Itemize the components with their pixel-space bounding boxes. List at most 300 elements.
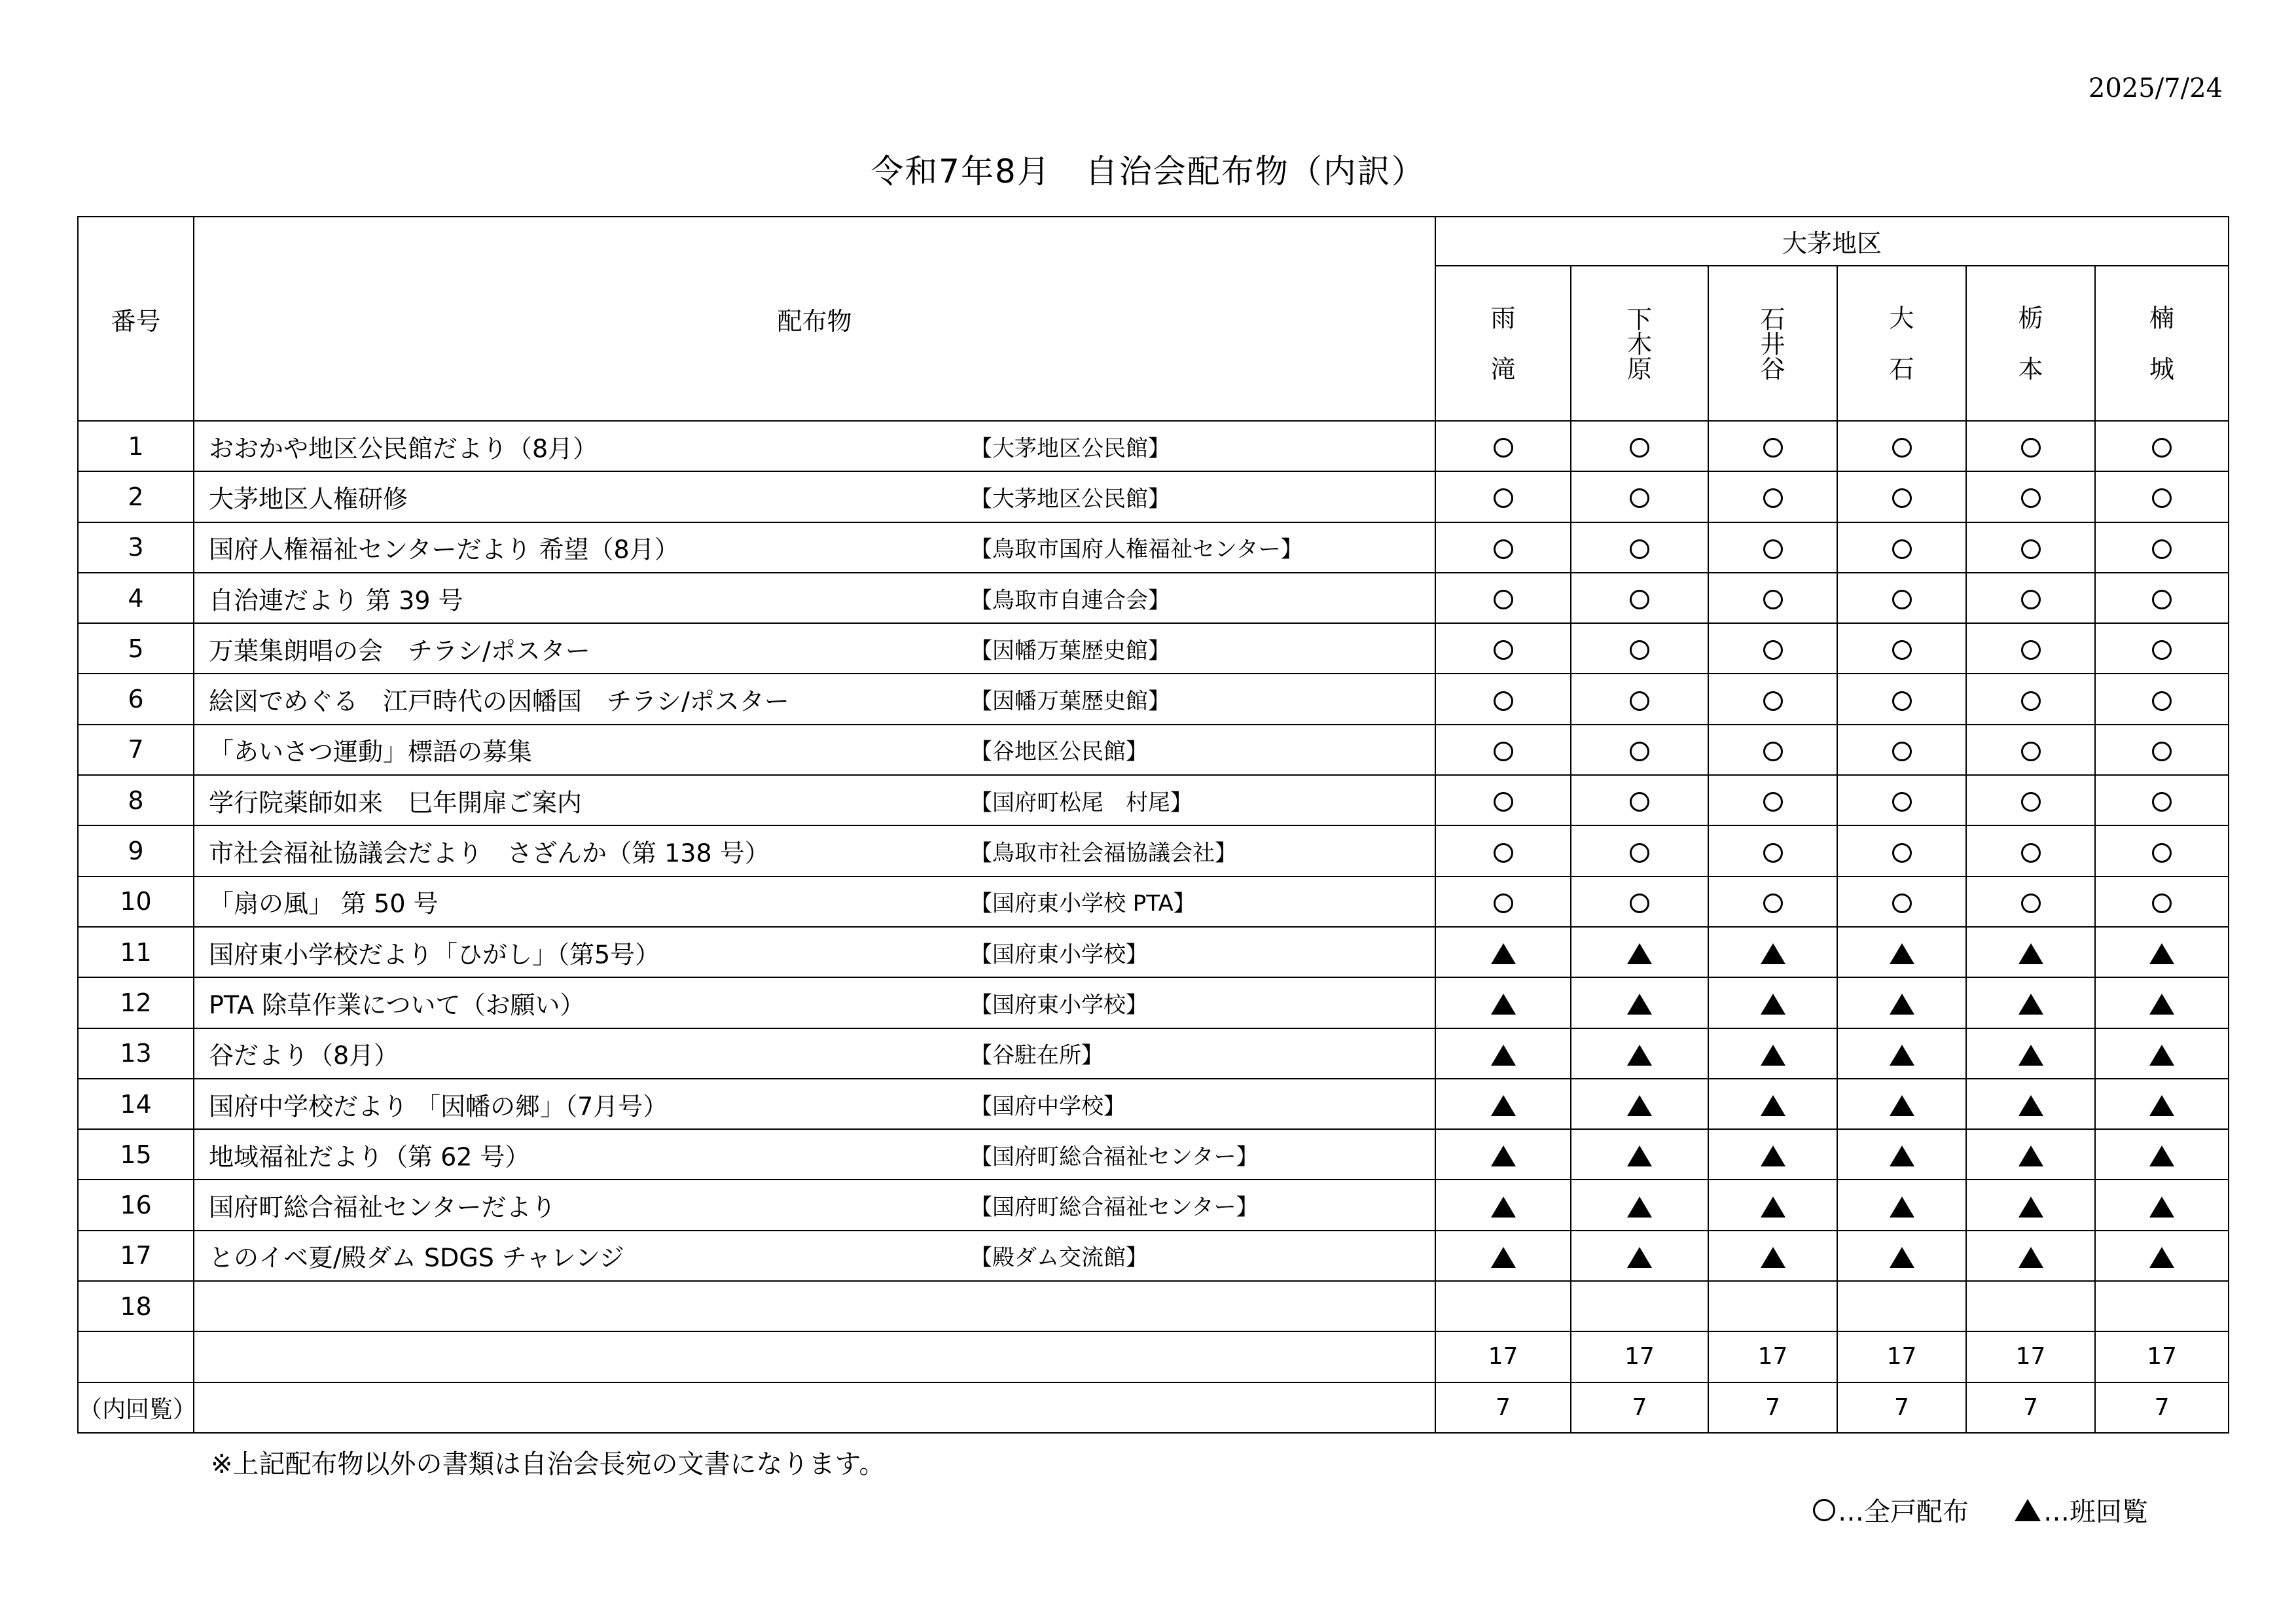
distribution-cell [1966,471,2095,522]
circle-icon [1892,590,1912,609]
distribution-cell [1966,876,2095,927]
table-row [78,1231,2229,1281]
item-publisher: 【国府東小学校】 [970,992,1148,1019]
distribution-cell [1571,522,1708,573]
header-column-char: 井 [1760,330,1785,359]
distribution-cell [2095,522,2229,573]
distribution-cell [1571,1180,1708,1230]
distribution-cell [1837,825,1966,876]
header-column-char: 大 [1889,303,1914,333]
distribution-cell [1966,977,2095,1028]
triangle-icon [1761,1095,1785,1116]
item-publisher: 【国府東小学校】 [970,941,1148,968]
row-item [194,1079,1435,1129]
header-column [1435,266,1571,421]
row-item [194,825,1435,876]
table-row [78,927,2229,977]
triangle-icon [1890,994,1914,1015]
distribution-cell [1708,1028,1837,1079]
distribution-cell [2095,471,2229,522]
header-column-label [2149,293,2174,395]
header-column-char: 城 [2149,354,2175,384]
triangle-icon [1761,1197,1785,1218]
distribution-cell [1708,522,1837,573]
triangle-icon [1491,943,1516,964]
item-name: 国府人権福祉センターだより 希望（8月） [209,535,679,564]
item-publisher: 【鳥取市国府人権福祉センター】 [970,536,1303,563]
triangle-icon [1627,943,1652,964]
distribution-cell [1837,1129,1966,1180]
header-column-char: 石 [1760,305,1785,334]
item-publisher: 【鳥取市社会福協議会社】 [970,840,1237,867]
triangle-icon [2018,1197,2043,1218]
triangle-icon [1761,1247,1785,1268]
row-number: 14 [78,1079,194,1129]
distribution-cell [1435,1281,1571,1331]
item-name: とのイベ夏/殿ダム SDGS チャレンジ [209,1243,624,1272]
circle-icon [1763,488,1783,508]
distribution-cell [1571,1028,1708,1079]
circle-icon [1763,438,1783,458]
distribution-cell [1571,876,1708,927]
distribution-cell [1966,775,2095,825]
distribution-cell [1837,1028,1966,1079]
item-name: 「あいさつ運動」標語の募集 [209,737,533,767]
distribution-cell [2095,674,2229,724]
distribution-cell [2095,1180,2229,1230]
distribution-cell [1966,1079,2095,1129]
distribution-cell [1435,1231,1571,1281]
circle-icon [1630,590,1649,609]
row-number: 15 [78,1129,194,1180]
distribution-cell [1837,725,1966,775]
table-row [78,1180,2229,1230]
header-column-char: 石 [1889,354,1914,384]
item-publisher: 【鳥取市自連合会】 [970,587,1170,614]
triangle-icon [2018,1045,2043,1066]
distribution-cell [1571,1129,1708,1180]
circle-icon [1892,539,1912,559]
row-number: 10 [78,876,194,927]
item-publisher: 【谷地区公民館】 [970,738,1148,765]
distribution-cell [1708,623,1837,674]
table-row [78,977,2229,1028]
distribution-cell [2095,1231,2229,1281]
distribution-cell [1708,825,1837,876]
circulation-row-label: （内回覧） [78,1382,194,1433]
circle-icon [2152,843,2172,863]
row-item [194,1281,1435,1331]
distribution-cell [2095,825,2229,876]
table-row [78,1028,2229,1079]
row-item [194,522,1435,573]
triangle-icon [2018,994,2043,1015]
header-column [1571,266,1708,421]
circulation-row-value: 7 [1966,1382,2095,1433]
distribution-cell [1435,876,1571,927]
header-column-label [2018,293,2043,395]
item-publisher: 【大茅地区公民館】 [970,486,1170,513]
header-column [2095,266,2229,421]
row-item [194,1231,1435,1281]
triangle-icon [1627,1045,1652,1066]
circle-icon [2021,742,2041,761]
circle-icon [1630,843,1649,863]
distribution-cell [1966,1129,2095,1180]
row-item [194,421,1435,471]
totals-row-value: 17 [1708,1331,1837,1382]
table-row [78,1281,2229,1331]
circle-icon [1892,742,1912,761]
table-row [78,522,2229,573]
distribution-cell [1435,1028,1571,1079]
row-item [194,725,1435,775]
item-publisher: 【大茅地区公民館】 [970,435,1170,462]
circle-icon [2152,691,2172,711]
header-column-char: 滝 [1490,354,1516,384]
circle-icon [2021,893,2041,913]
item-name: 地域福祉だより（第 62 号） [209,1142,530,1172]
row-number: 4 [78,573,194,623]
item-name: 万葉集朗唱の会 チラシ/ポスター [209,636,590,666]
item-publisher: 【国府中学校】 [970,1093,1126,1119]
row-number: 3 [78,522,194,573]
header-column-char: 原 [1626,355,1652,384]
row-item [194,1180,1435,1230]
row-number: 18 [78,1281,194,1331]
distribution-cell [1571,674,1708,724]
item-name: 大茅地区人権研修 [209,484,408,514]
row-number: 9 [78,825,194,876]
distribution-cell [1708,573,1837,623]
circle-icon [2152,640,2172,660]
triangle-icon [1890,943,1914,964]
distribution-cell [2095,977,2229,1028]
row-item [194,674,1435,724]
distribution-cell [1571,927,1708,977]
header-column-char: 谷 [1760,355,1785,384]
triangle-icon [1890,1146,1914,1166]
triangle-icon [1890,1095,1914,1116]
totals-row [78,1331,2229,1382]
distribution-cell [1837,471,1966,522]
circle-icon [2152,893,2172,913]
item-name: 谷だより（8月） [209,1041,399,1070]
row-item [194,623,1435,674]
totals-row-spacer [194,1331,1435,1382]
document-date: 2025/7/24 [2088,73,2223,103]
triangle-icon [1761,943,1785,964]
distribution-table [77,216,2229,1434]
distribution-cell [1435,573,1571,623]
distribution-cell [1708,674,1837,724]
document-title: 令和7年8月 自治会配布物（内訳） [870,153,1426,190]
distribution-cell [1966,421,2095,471]
table-row [78,876,2229,927]
distribution-cell [1571,775,1708,825]
distribution-cell [1837,1079,1966,1129]
circulation-row-value: 7 [1435,1382,1571,1433]
triangle-icon [1627,1095,1652,1116]
legend [1813,1491,2194,1528]
circle-icon [1892,488,1912,508]
triangle-icon [1491,994,1516,1015]
distribution-cell [1571,471,1708,522]
circle-icon [2152,792,2172,812]
triangle-icon [2149,1197,2174,1218]
item-name: PTA 除草作業について（お願い） [209,990,585,1020]
circle-icon [2152,488,2172,508]
table-row [78,421,2229,471]
distribution-cell [1435,927,1571,977]
triangle-icon [1491,1095,1516,1116]
triangle-icon [1627,1146,1652,1166]
triangle-icon [2015,1499,2041,1521]
distribution-cell [1571,725,1708,775]
distribution-cell [1708,1231,1837,1281]
item-publisher: 【谷駐在所】 [970,1042,1103,1069]
item-publisher: 【国府東小学校 PTA】 [970,890,1196,917]
circle-icon [1813,1499,1835,1521]
table-row [78,623,2229,674]
distribution-cell [1837,522,1966,573]
circle-icon [2152,539,2172,559]
row-number: 13 [78,1028,194,1079]
distribution-cell [1966,674,2095,724]
triangle-icon [1491,1247,1516,1268]
table-row [78,471,2229,522]
item-name: おおかや地区公民館だより（8月） [209,434,598,463]
distribution-cell [1435,775,1571,825]
distribution-cell [1571,1079,1708,1129]
header-column-label [1760,307,1785,382]
circle-icon [1892,438,1912,458]
item-publisher: 【因幡万葉歴史館】 [970,688,1170,715]
circle-icon [1892,691,1912,711]
row-number: 8 [78,775,194,825]
distribution-cell [2095,876,2229,927]
row-item [194,1028,1435,1079]
row-item [194,876,1435,927]
circle-icon [1763,691,1783,711]
header-column-char: 雨 [1490,303,1516,333]
distribution-cell [2095,775,2229,825]
item-name: 国府東小学校だより「ひがし」（第5号） [209,940,660,969]
row-number: 11 [78,927,194,977]
circle-icon [1763,742,1783,761]
row-item [194,573,1435,623]
triangle-icon [1761,1045,1785,1066]
distribution-cell [1837,421,1966,471]
triangle-icon [2149,1095,2174,1116]
triangle-icon [1627,1197,1652,1218]
distribution-cell [1966,1180,2095,1230]
circulation-row-value: 7 [1708,1382,1837,1433]
item-name: 国府町総合福祉センターだより [209,1193,556,1222]
circle-icon [2021,590,2041,609]
triangle-icon [1890,1045,1914,1066]
triangle-icon [1627,1247,1652,1268]
table-row [78,1079,2229,1129]
header-column-char: 楠 [2149,303,2175,333]
distribution-cell [1837,927,1966,977]
triangle-icon [2018,943,2043,964]
distribution-cell [1966,725,2095,775]
item-name: 自治連だより 第 39 号 [209,586,463,615]
item-name: 国府中学校だより 「因幡の郷」（7月号） [209,1092,668,1121]
distribution-cell [1837,674,1966,724]
legend-triangle-text: …班回覧 [2043,1497,2148,1527]
circle-icon [1763,893,1783,913]
circle-icon [1630,691,1649,711]
circle-icon [2152,438,2172,458]
distribution-cell [1966,522,2095,573]
legend-circle-text: …全戸配布 [1838,1497,1969,1527]
distribution-cell [1435,421,1571,471]
circle-icon [1494,640,1513,660]
circle-icon [1630,438,1649,458]
triangle-icon [1761,994,1785,1015]
circle-icon [1494,843,1513,863]
distribution-cell [2095,421,2229,471]
distribution-cell [1708,775,1837,825]
header-item: 配布物 [194,217,1435,421]
distribution-cell [1837,1231,1966,1281]
circle-icon [1494,691,1513,711]
item-publisher: 【殿ダム交流館】 [970,1244,1148,1271]
circle-icon [1630,742,1649,761]
circle-icon [2021,539,2041,559]
circle-icon [1892,792,1912,812]
distribution-cell [1571,1281,1708,1331]
circle-icon [1630,488,1649,508]
header-column-label [1490,293,1515,395]
circle-icon [1763,539,1783,559]
distribution-cell [1435,1180,1571,1230]
distribution-cell [2095,573,2229,623]
distribution-cell [1435,1129,1571,1180]
circle-icon [1763,843,1783,863]
distribution-cell [1837,1180,1966,1230]
triangle-icon [2149,943,2174,964]
distribution-cell [2095,1129,2229,1180]
triangle-icon [1890,1197,1914,1218]
row-item [194,1129,1435,1180]
distribution-cell [1837,876,1966,927]
circle-icon [2021,438,2041,458]
distribution-cell [1837,775,1966,825]
row-item [194,471,1435,522]
triangle-icon [2018,1247,2043,1268]
triangle-icon [1491,1197,1516,1218]
distribution-cell [1966,927,2095,977]
circulation-row-value: 7 [1571,1382,1708,1433]
row-number: 5 [78,623,194,674]
distribution-cell [1435,1079,1571,1129]
distribution-cell [1708,1180,1837,1230]
circle-icon [1630,792,1649,812]
triangle-icon [1890,1247,1914,1268]
circle-icon [1763,792,1783,812]
distribution-cell [2095,623,2229,674]
legend-triangle [2015,1491,2148,1528]
distribution-cell [1571,977,1708,1028]
triangle-icon [1627,994,1652,1015]
triangle-icon [1491,1146,1516,1166]
header-column [1708,266,1837,421]
triangle-icon [2149,1045,2174,1066]
circle-icon [1892,640,1912,660]
distribution-cell [1435,623,1571,674]
distribution-cell [1708,927,1837,977]
header-column-char: 本 [2018,354,2043,384]
totals-row-label [78,1331,194,1382]
circle-icon [2021,488,2041,508]
circle-icon [1494,438,1513,458]
row-number: 1 [78,421,194,471]
distribution-cell [2095,1281,2229,1331]
footnote: ※上記配布物以外の書類は自治会長宛の文書になります。 [211,1449,886,1479]
circulation-row-value: 7 [2095,1382,2229,1433]
header-column-label [1627,307,1652,382]
distribution-cell [2095,725,2229,775]
circle-icon [1763,640,1783,660]
distribution-cell [2095,1028,2229,1079]
circulation-row-value: 7 [1837,1382,1966,1433]
circle-icon [2152,742,2172,761]
totals-row-value: 17 [1571,1331,1708,1382]
triangle-icon [2149,994,2174,1015]
circle-icon [1494,893,1513,913]
distribution-cell [1708,471,1837,522]
item-publisher: 【因幡万葉歴史館】 [970,638,1170,664]
circle-icon [2021,640,2041,660]
row-item [194,775,1435,825]
totals-row-value: 17 [1966,1331,2095,1382]
distribution-cell [1966,1028,2095,1079]
item-name: 「扇の風」 第 50 号 [209,889,439,918]
distribution-cell [1708,1281,1837,1331]
distribution-cell [1708,977,1837,1028]
table-row [78,1129,2229,1180]
distribution-cell [1435,825,1571,876]
row-number: 2 [78,471,194,522]
item-publisher: 【国府町総合福祉センター】 [970,1144,1259,1170]
circle-icon [1630,893,1649,913]
distribution-cell [1571,623,1708,674]
distribution-cell [1966,1231,2095,1281]
table-row [78,725,2229,775]
circle-icon [1763,590,1783,609]
distribution-cell [1571,421,1708,471]
triangle-icon [2149,1146,2174,1166]
totals-row-value: 17 [1837,1331,1966,1382]
triangle-icon [2018,1146,2043,1166]
circle-icon [1494,539,1513,559]
row-item [194,977,1435,1028]
distribution-cell [1837,1281,1966,1331]
circle-icon [1494,488,1513,508]
table-row [78,775,2229,825]
distribution-cell [1571,573,1708,623]
header-number: 番号 [78,217,194,421]
header-column-label [1889,293,1914,395]
distribution-cell [1435,977,1571,1028]
row-number: 7 [78,725,194,775]
triangle-icon [1761,1146,1785,1166]
distribution-cell [1708,876,1837,927]
circle-icon [1892,893,1912,913]
